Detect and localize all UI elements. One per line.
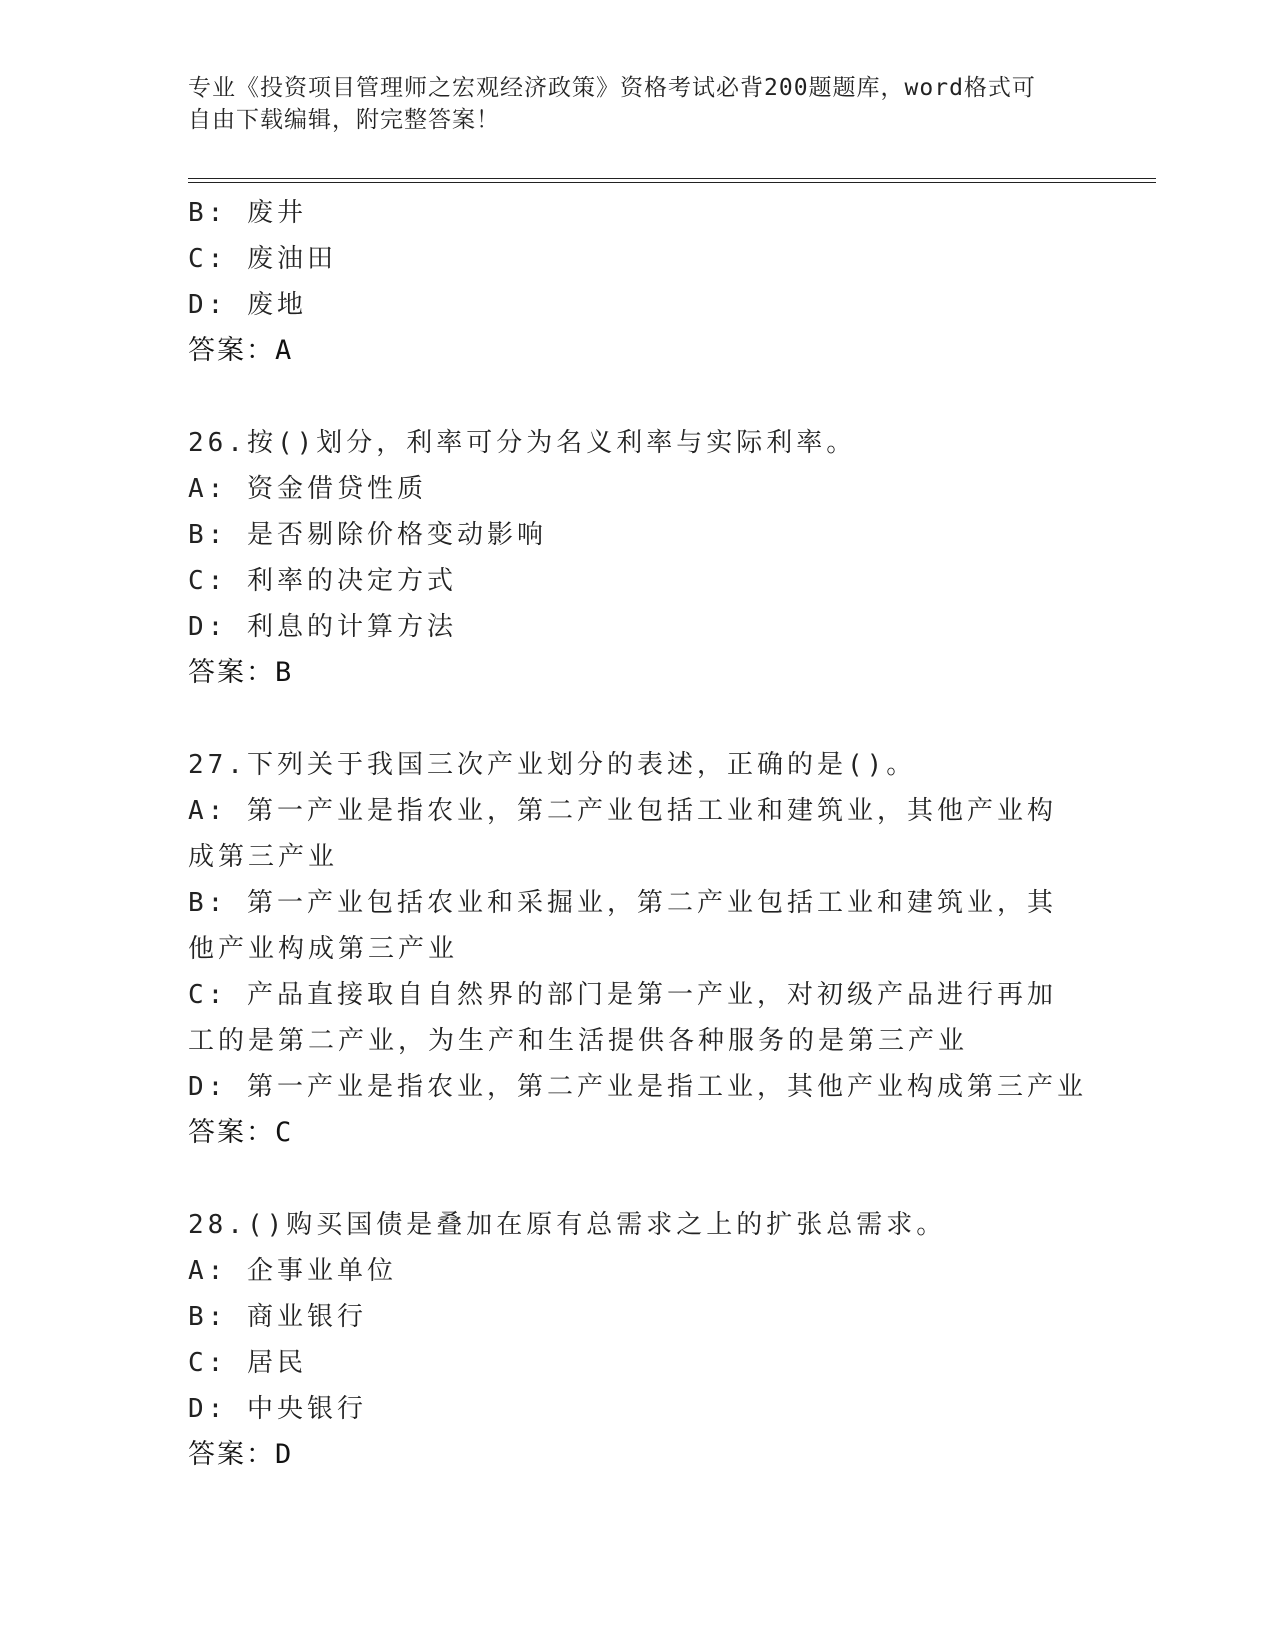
question-list <box>188 190 1088 1478</box>
answer: 答案：B <box>188 657 294 688</box>
document-header <box>188 72 1068 136</box>
option-b: B: 是否剔除价格变动影响 <box>188 520 547 550</box>
answer: 答案：A <box>188 335 294 366</box>
option-a: A: 企事业单位 <box>188 1256 397 1286</box>
header-rule-bottom <box>188 182 1156 183</box>
option-c: C: 产品直接取自自然界的部门是第一产业，对初级产品进行再加工的是第二产业，为生产和生活提供各种服务的是第三产业 <box>188 980 1057 1056</box>
question-stem: 26.按()划分，利率可分为名义利率与实际利率。 <box>188 428 857 458</box>
question-27 <box>188 742 1088 1156</box>
option-b: B: 废井 <box>188 198 307 228</box>
option-d: D: 废地 <box>188 290 307 320</box>
option-a: A: 资金借贷性质 <box>188 474 427 504</box>
question-stem: 27.下列关于我国三次产业划分的表述，正确的是()。 <box>188 750 917 780</box>
option-b: B: 商业银行 <box>188 1302 367 1332</box>
header-line-1: 专业《投资项目管理师之宏观经济政策》资格考试必背200题题库，word格式可 <box>188 75 1036 101</box>
answer: 答案：C <box>188 1117 294 1148</box>
answer: 答案：D <box>188 1439 294 1470</box>
spacer <box>188 696 1088 742</box>
option-a: A: 第一产业是指农业，第二产业包括工业和建筑业，其他产业构成第三产业 <box>188 796 1057 872</box>
question-stem: 28.()购买国债是叠加在原有总需求之上的扩张总需求。 <box>188 1210 947 1240</box>
header-rule-top <box>188 178 1156 179</box>
option-d: D: 中央银行 <box>188 1394 367 1424</box>
spacer <box>188 1156 1088 1202</box>
option-c: C: 利率的决定方式 <box>188 566 457 596</box>
spacer <box>188 374 1088 420</box>
option-b: B: 第一产业包括农业和采掘业，第二产业包括工业和建筑业，其他产业构成第三产业 <box>188 888 1057 964</box>
option-d: D: 第一产业是指农业，第二产业是指工业，其他产业构成第三产业 <box>188 1072 1087 1102</box>
question-26 <box>188 420 1088 696</box>
header-line-2: 自由下载编辑，附完整答案！ <box>188 107 500 133</box>
question-25-tail <box>188 190 1088 374</box>
option-c: C: 废油田 <box>188 244 337 274</box>
question-28 <box>188 1202 1088 1478</box>
option-d: D: 利息的计算方法 <box>188 612 457 642</box>
option-c: C: 居民 <box>188 1348 307 1378</box>
